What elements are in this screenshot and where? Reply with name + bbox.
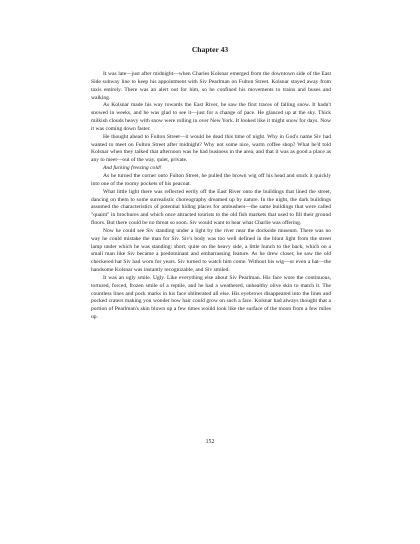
- chapter-title: Chapter 43: [191, 45, 229, 54]
- page-number: 152: [205, 439, 215, 445]
- paragraph: Now he could see Siv standing under a light by the river near the dockside museum. There was no way he could mistake the man for Siv. Siv's body was too well defined in the blunt light from the street lamp under which he was standing: short, quite on the heavy side, a little hunch to the back, which on a small man like Siv became a predominant and embarrassing feature. As he drew closer, he saw the old checkered hat Siv had worn for years. Siv turned to watch him come. Without his wig—or even a hat—the handsome Kolsnar was instantly recognizable, and Siv smiled.: [91, 227, 331, 274]
- paragraph-italic: And fucking freezing cold!: [103, 165, 162, 172]
- paragraph: As Kolsnar made his way towards the East River, he saw the first traces of falling snow. It hadn't snowed in weeks, and he was glad to see it—just for a change of pace. He glanced up at the sky. Thick milkish clouds heavy with snow were rolling in over New York. It looked like it might snow for days. Now it was coming down faster.: [91, 102, 331, 132]
- paragraph: It was late—just after midnight—when Charles Kolsnar emerged from the downtown side of the East Side subway line to keep his appointment with Siv Pearlman on Fulton Street. Kolsnar stayed away from taxis entirely. There was an alert out for him, so he confined his movements to trains and buses and walking.: [91, 71, 331, 101]
- paragraph: He thought ahead to Fulton Street—it would be dead this time of night. Why in God's name Siv had wanted to meet on Fulton Street after midnight? Why not some nice, warm coffee shop? What he'd told Kolsnar when they talked that afternoon was he had business in the area, and that it was as good a place as any to meet—out of the way, quiet, private.: [91, 133, 331, 164]
- chapter-body: [91, 71, 331, 322]
- paragraph: As he turned the corner onto Fulton Street, he pulled the brown wig off his head and stuck it quickly into one of the roomy pockets of his peacoat.: [91, 172, 331, 187]
- paragraph: What little light there was reflected eerily off the East River onto the buildings that lined the street, dancing on them to some surrealistic choreography dreamed up by nature. In the night, the dark buildings assumed the characteristics of potential hiding places for ambushers—the same buildings that were called "quaint" in brochures and which once attracted tourists to the old fish markets that used to fill their ground floors. But there could be no threat so soon. Siv would want to hear what Charlie was offering.: [91, 188, 331, 227]
- paragraph: It was an ugly smile. Ugly. Like everything else about Siv Pearlman. His face wore the continuous, tortured, forced, frozen smile of a reptile, and he had a weathered, unhealthy olive skin to match it. The countless lines and pock marks in his face obliterated all else. His eyebrows disappeared into the lines and pocked craters making you wonder how hair could grow on such a face. Kolsnar had always thought that a portion of Pearlman's skin blown up a few times would look like the surface of the moon from a few miles up.: [91, 274, 331, 321]
